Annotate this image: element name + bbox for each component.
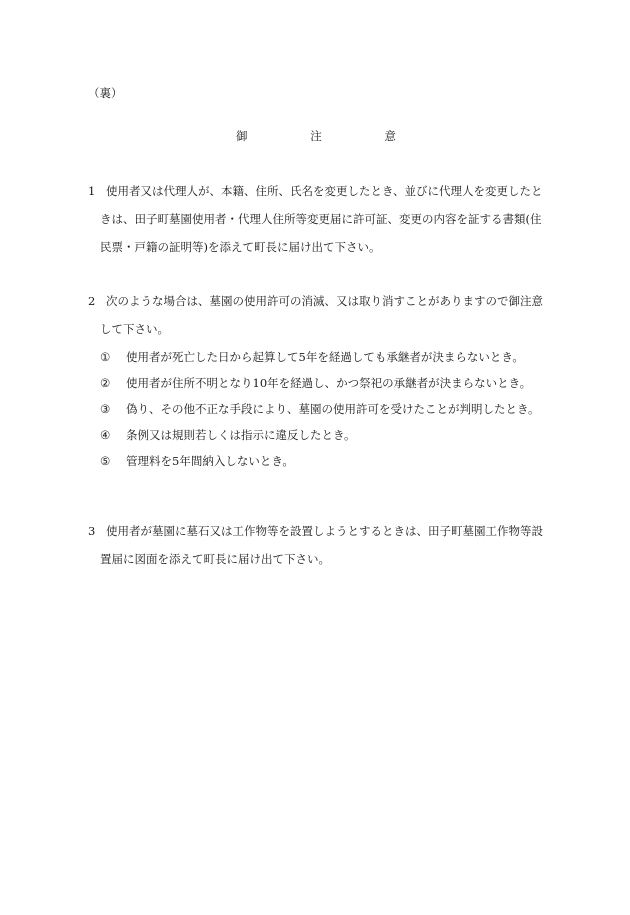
notice-item-number: 2: [88, 294, 96, 308]
title-char-2: 注: [310, 129, 322, 143]
sub-item-text: 管理料を5年間納入しないとき。: [126, 454, 294, 468]
sub-item-4: [88, 427, 558, 453]
notice-item-2-line-2: [88, 321, 558, 349]
notice-item-2-line-1: [88, 293, 558, 321]
title-char-1: 御: [236, 129, 248, 143]
sub-item-5: [88, 453, 558, 479]
title-char-3: 意: [384, 129, 396, 143]
notice-item-1-line-3: [88, 239, 558, 267]
notice-item-number: 1: [88, 184, 96, 198]
page-title: [236, 128, 396, 144]
notice-item-text: 使用者又は代理人が、本籍、住所、氏名を変更したとき、並びに代理人を変更したと: [106, 184, 543, 198]
notice-item-text: 使用者が墓園に墓石又は工作物等を設置しようとするときは、田子町墓園工作物等設: [106, 524, 543, 538]
sub-item-3: [88, 401, 558, 427]
notice-item-3: [88, 523, 558, 579]
notice-item-3-line-2: [88, 551, 558, 579]
notice-item-3-line-1: [88, 523, 558, 551]
sub-item-2: [88, 375, 558, 401]
sub-item-mark: ⑤: [100, 454, 111, 468]
sub-item-text: 偽り、その他不正な手段により、墓園の使用許可を受けたことが判明したとき。: [126, 402, 540, 416]
notice-item-2: [88, 293, 558, 479]
notice-item-text: 民票・戸籍の証明等)を添えて町長に届け出て下さい。: [100, 240, 381, 254]
sub-item-mark: ①: [100, 350, 111, 364]
back-side-label: （裏）: [88, 86, 123, 100]
notice-item-text: 次のような場合は、墓園の使用許可の消滅、又は取り消すことがありますので御注意: [106, 294, 543, 308]
notice-item-1-line-1: [88, 183, 558, 211]
notice-item-text: 置届に図面を添えて町長に届け出て下さい。: [100, 552, 330, 566]
notice-item-number: 3: [88, 524, 96, 538]
sub-item-text: 使用者が死亡した日から起算して5年を経過しても承継者が決まらないとき。: [126, 350, 524, 364]
sub-item-text: 使用者が住所不明となり10年を経過し、かつ祭祀の承継者が決まらないとき。: [126, 376, 532, 390]
sub-item-mark: ②: [100, 376, 111, 390]
notice-item-1-line-2: [88, 211, 558, 239]
notice-item-1: [88, 183, 558, 267]
notice-item-text: して下さい。: [100, 322, 169, 336]
notice-item-text: きは、田子町墓園使用者・代理人住所等変更届に許可証、変更の内容を証する書類(住: [100, 212, 542, 226]
sub-item-mark: ④: [100, 428, 111, 442]
sub-item-mark: ③: [100, 402, 111, 416]
sub-item-text: 条例又は規則若しくは指示に違反したとき。: [126, 428, 356, 442]
sub-item-1: [88, 349, 558, 375]
